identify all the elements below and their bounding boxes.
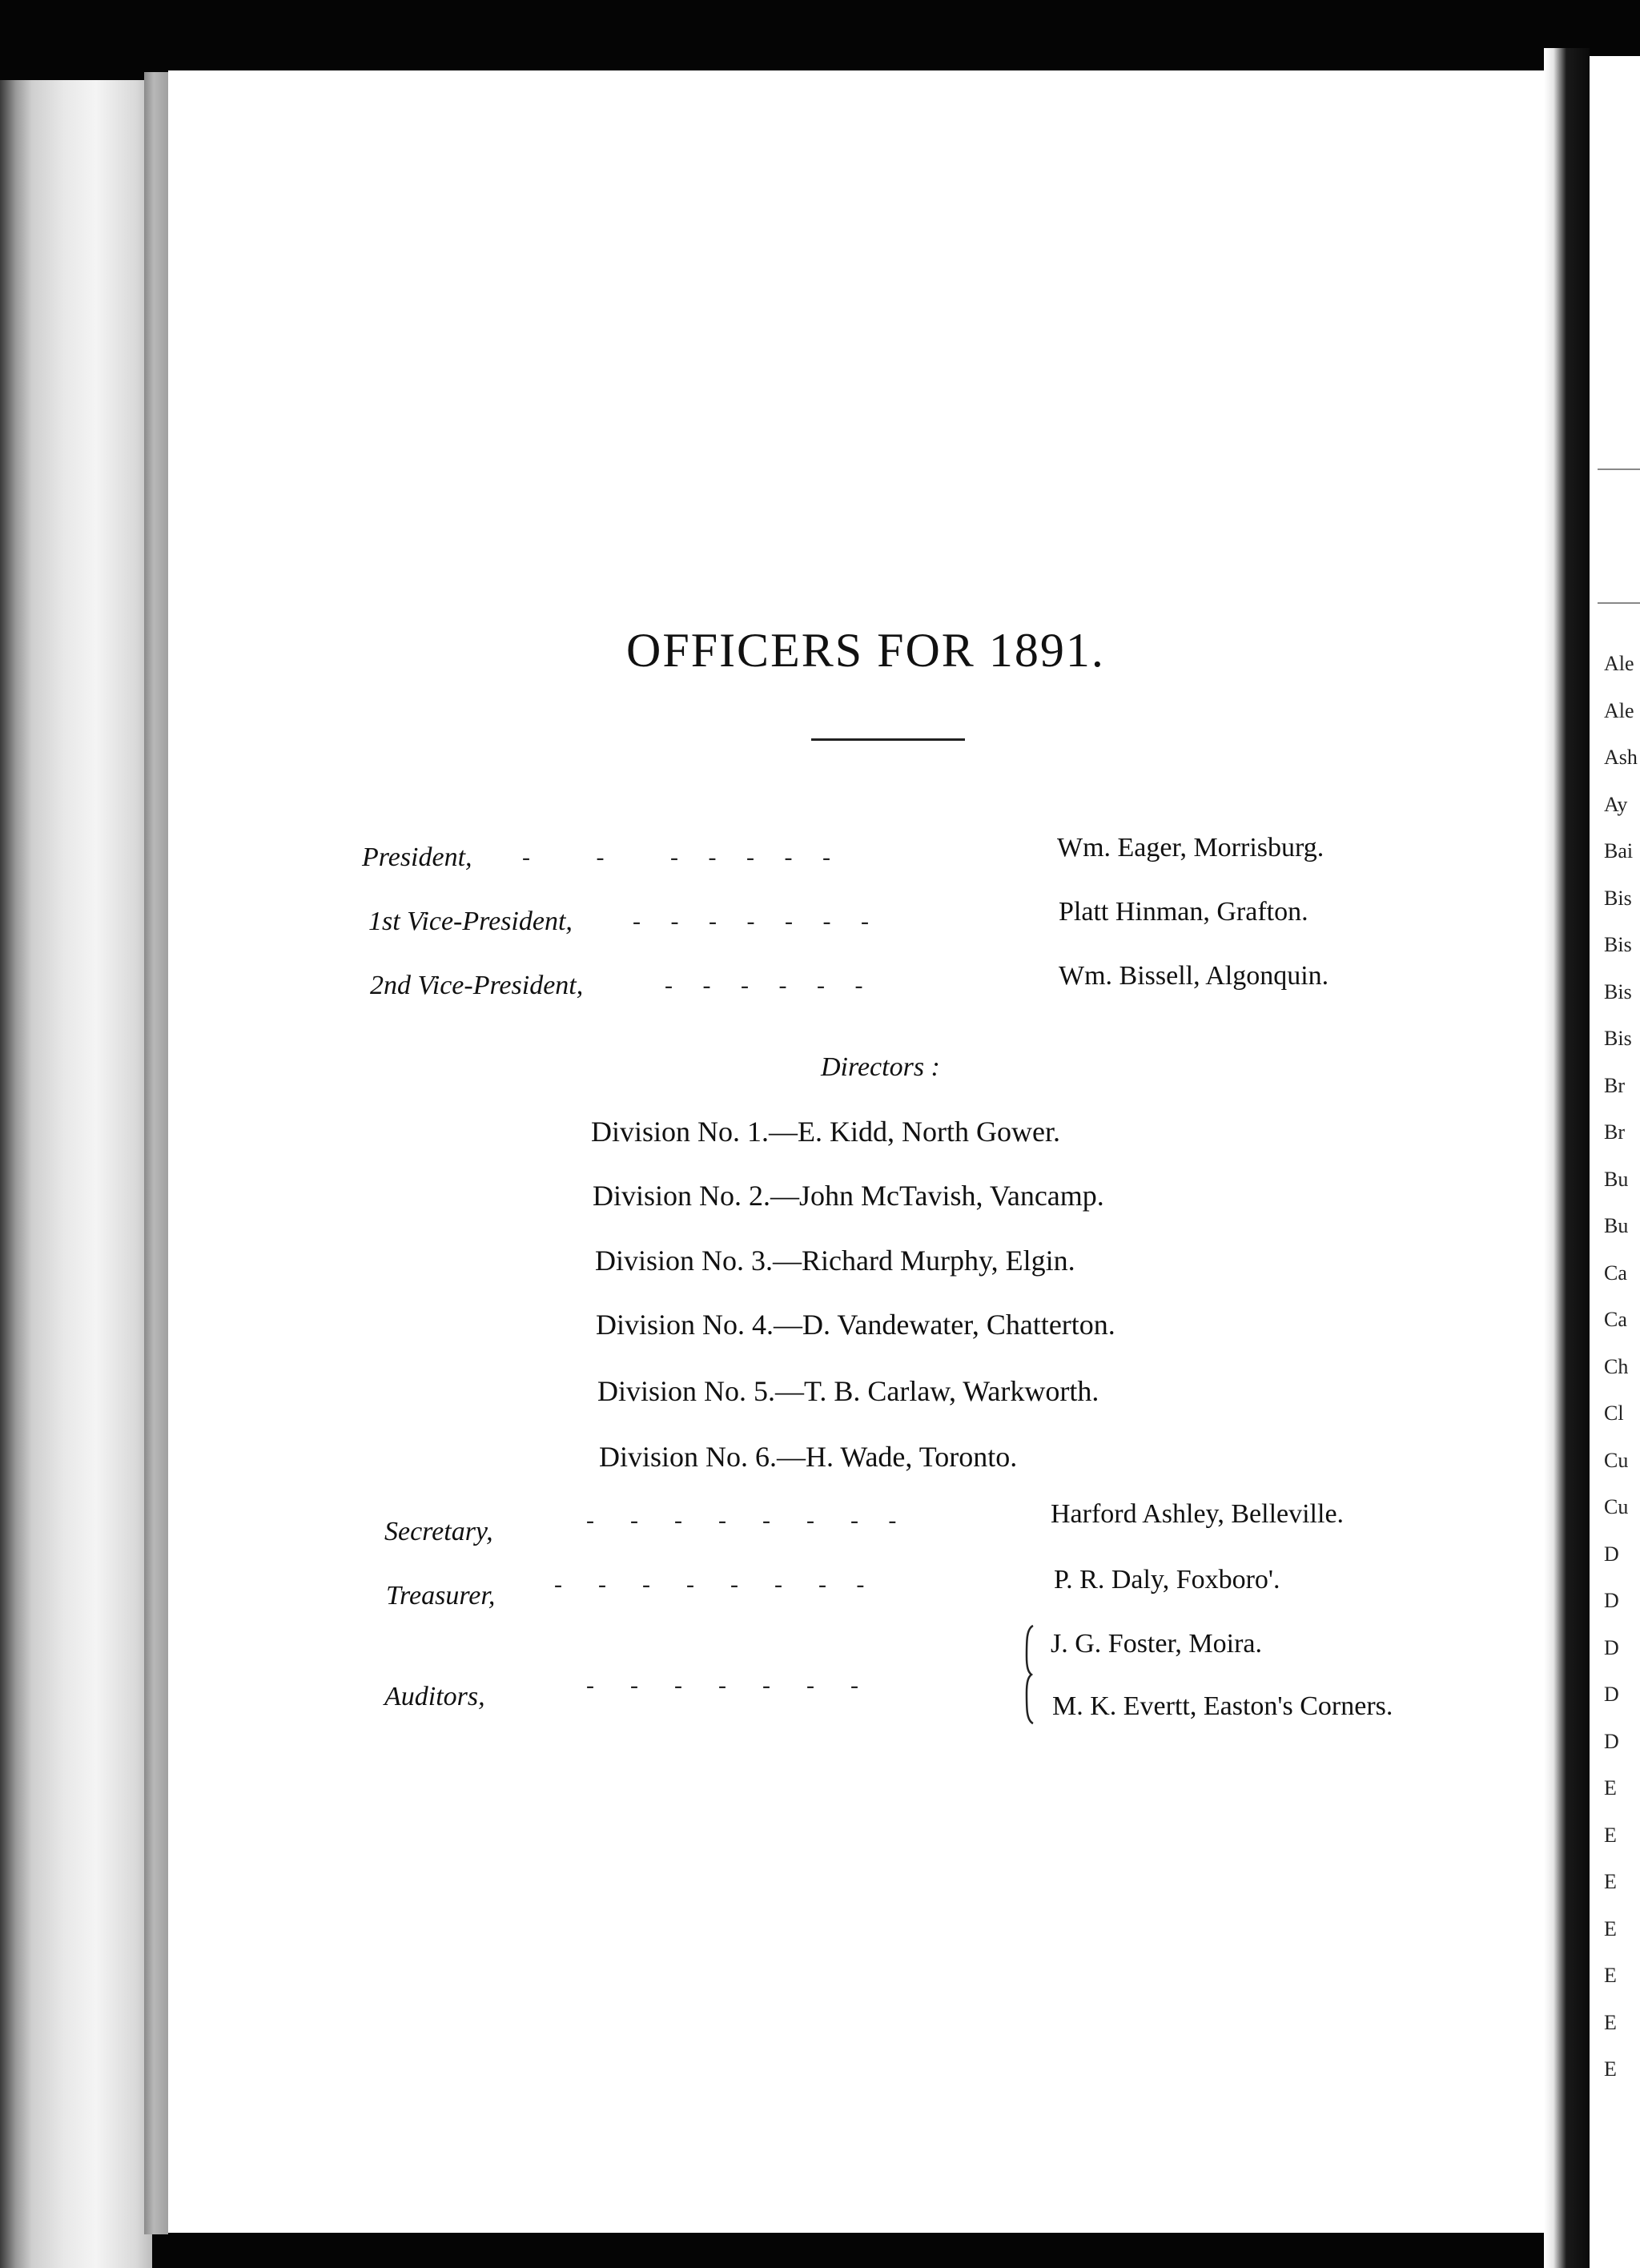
- facing-page-fragment: D: [1604, 1729, 1619, 1753]
- dot-leaders: - - - - - - -: [522, 844, 830, 871]
- facing-page-fragment: Ch: [1604, 1354, 1629, 1378]
- facing-page-fragment: D: [1604, 1542, 1619, 1566]
- facing-page-fragment: D: [1604, 1683, 1619, 1706]
- title-divider: [811, 738, 965, 741]
- dot-leaders: - - - - - - - -: [586, 1507, 897, 1534]
- facing-page-fragment: E: [1604, 1776, 1617, 1800]
- facing-page-fragment: E: [1604, 2057, 1617, 2081]
- facing-page-fragment: Bis: [1604, 979, 1632, 1003]
- facing-page-fragment: E: [1604, 1964, 1617, 1987]
- officer-first-vice-president-name: Platt Hinman, Grafton.: [1059, 897, 1308, 927]
- facing-page-fragment: E: [1604, 1916, 1617, 1940]
- facing-page-fragment: Ca: [1604, 1308, 1627, 1331]
- facing-page-fragment: Ash: [1604, 746, 1638, 769]
- facing-page-fragment: E: [1604, 2010, 1617, 2034]
- office-auditors: Auditors,: [384, 1682, 485, 1711]
- page-binding-shadow: [144, 72, 168, 2234]
- directors-heading: Directors :: [821, 1052, 940, 1082]
- officer-second-vice-president-name: Wm. Bissell, Algonquin.: [1059, 961, 1329, 991]
- director-division-1: Division No. 1.—E. Kidd, North Gower.: [591, 1116, 1060, 1148]
- office-second-vice-president: 2nd Vice-President,: [370, 971, 584, 1000]
- office-president: President,: [362, 842, 472, 872]
- auditor-name-1: J. G. Foster, Moira.: [1051, 1629, 1263, 1659]
- auditor-name-2: M. K. Evertt, Easton's Corners.: [1052, 1691, 1393, 1721]
- facing-page-fragment: Bai: [1604, 839, 1634, 863]
- director-division-4: Division No. 4.—D. Vandewater, Chatterton.: [596, 1309, 1115, 1341]
- facing-page-fragment: E: [1604, 1870, 1617, 1893]
- facing-page-fragment: D: [1604, 1635, 1619, 1659]
- officer-president-name: Wm. Eager, Morrisburg.: [1057, 833, 1324, 863]
- facing-page-fragment: D: [1604, 1589, 1619, 1612]
- facing-page-fragment: Bu: [1604, 1214, 1629, 1237]
- director-division-2: Division No. 2.—John McTavish, Vancamp.: [593, 1180, 1104, 1212]
- dot-leaders: - - - - - -: [665, 972, 863, 999]
- director-division-6: Division No. 6.—H. Wade, Toronto.: [599, 1441, 1018, 1473]
- facing-page-fragment: Bis: [1604, 1027, 1632, 1050]
- facing-page-rule: [1598, 602, 1640, 604]
- facing-page-rule: [1598, 468, 1640, 470]
- office-treasurer: Treasurer,: [386, 1581, 496, 1611]
- officer-treasurer-name: P. R. Daly, Foxboro'.: [1054, 1565, 1280, 1594]
- facing-page-fragment: Ca: [1604, 1261, 1627, 1285]
- facing-page-fragment: Ale: [1604, 698, 1634, 722]
- facing-page-fragment: Br: [1604, 1120, 1625, 1144]
- office-first-vice-president: 1st Vice-President,: [368, 907, 573, 936]
- director-division-3: Division No. 3.—Richard Murphy, Elgin.: [595, 1245, 1075, 1277]
- auditors-brace: [1023, 1624, 1035, 1725]
- dot-leaders: - - - - - - - -: [554, 1571, 865, 1598]
- facing-page-fragment: Cu: [1604, 1448, 1629, 1472]
- facing-page-fragment: Cu: [1604, 1495, 1629, 1518]
- dot-leaders: - - - - - - -: [586, 1672, 858, 1699]
- facing-page-fragment: Ale: [1604, 652, 1634, 675]
- facing-page-fragment: Cl: [1604, 1401, 1624, 1425]
- book-left-edge: [0, 80, 152, 2268]
- officer-secretary-name: Harford Ashley, Belleville.: [1051, 1499, 1345, 1529]
- facing-page-fragment: Ay: [1604, 792, 1628, 816]
- office-secretary: Secretary,: [384, 1517, 493, 1546]
- director-division-5: Division No. 5.—T. B. Carlaw, Warkworth.: [597, 1375, 1099, 1407]
- facing-page-text: [1604, 641, 1638, 2093]
- document-page: [168, 70, 1544, 2233]
- book-gutter: [1544, 48, 1590, 2268]
- dot-leaders: - - - - - - -: [633, 908, 869, 935]
- facing-page-fragment: Bu: [1604, 1167, 1629, 1191]
- facing-page-fragment: Bis: [1604, 933, 1632, 956]
- facing-page-fragment: Br: [1604, 1073, 1625, 1097]
- facing-page-fragment: E: [1604, 1823, 1617, 1847]
- page-title: OFFICERS FOR 1891.: [626, 624, 1105, 678]
- facing-page-fragment: Bis: [1604, 886, 1632, 910]
